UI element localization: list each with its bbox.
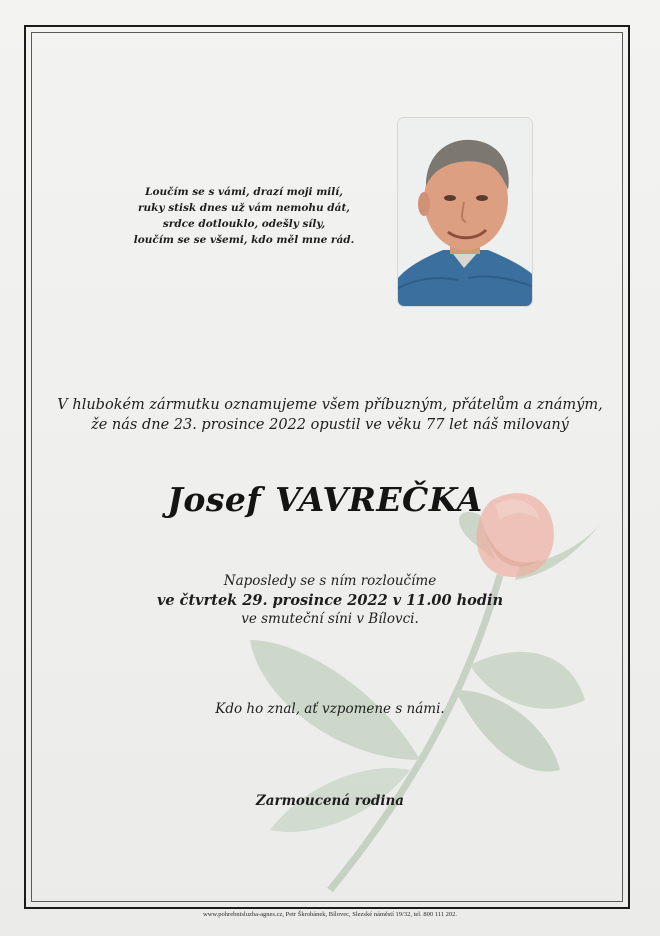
poem-line: Loučím se s vámi, drazí moji milí,	[145, 186, 343, 198]
remembrance-line: Kdo ho znal, ať vzpomene s námi.	[215, 701, 445, 717]
poem	[110, 184, 378, 248]
deceased-name	[100, 480, 550, 519]
last-name: VAVREČKA	[275, 480, 483, 519]
announcement-line: V hlubokém zármutku oznamujeme všem příbuzným, přátelům a známým,	[57, 397, 603, 413]
inner-frame	[31, 32, 623, 902]
announcement-text	[50, 395, 610, 435]
poem-line: ruky stisk dnes už vám nemohu dát,	[138, 202, 350, 214]
portrait-photo	[398, 118, 532, 306]
announcement-line: že nás dne 23. prosince 2022 opustil ve věku 77 let náš milovaný	[91, 417, 569, 433]
poem-line: srdce dotlouklo, odešly síly,	[162, 218, 326, 230]
funeral-service-footer: www.pohrebnisluzba-agnes.cz, Petr Škrobánek, Bílovec, Slezské náměstí 19/32, tel. 800 111 202.	[203, 911, 457, 918]
first-name: Josef	[167, 480, 262, 519]
farewell-line: Naposledy se s ním rozloučíme	[223, 573, 437, 589]
funeral-datetime: ve čtvrtek 29. prosince 2022 v 11.00 hodin	[156, 592, 504, 609]
signature: Zarmoucená rodina	[255, 793, 405, 809]
funeral-details	[120, 572, 540, 629]
funeral-venue: ve smuteční síni v Bílovci.	[241, 611, 419, 627]
poem-line: loučím se se všemi, kdo měl mne rád.	[133, 234, 355, 246]
